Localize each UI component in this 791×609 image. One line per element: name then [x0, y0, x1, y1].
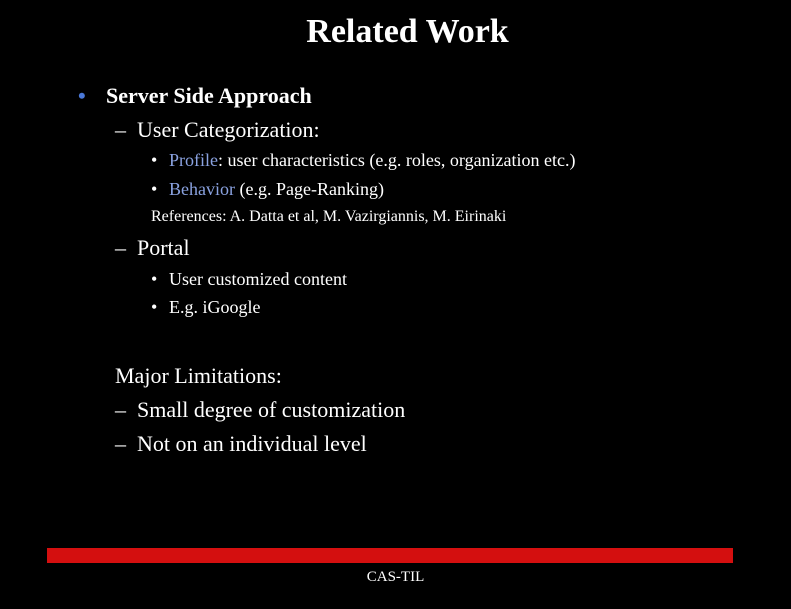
- profile-term: Profile: [169, 150, 218, 170]
- dash-icon: –: [115, 397, 126, 422]
- profile-description: : user characteristics (e.g. roles, organization etc.): [218, 150, 576, 170]
- limitation-text: Not on an individual level: [137, 431, 367, 456]
- subitem-portal: [115, 235, 190, 261]
- limitation-text: Small degree of customization: [137, 397, 406, 422]
- bullet-icon: •: [151, 150, 158, 170]
- bullet-icon: •: [78, 83, 86, 108]
- references-line: References: A. Datta et al, M. Vazirgiannis, M. Eirinaki: [151, 208, 507, 225]
- dash-icon: –: [115, 235, 126, 260]
- user-categorization-label: User Categorization:: [137, 117, 320, 142]
- dash-icon: –: [115, 431, 126, 456]
- dash-icon: –: [115, 117, 126, 142]
- subsubitem-behavior: [151, 178, 384, 200]
- subsubitem-profile: [151, 149, 576, 171]
- bullet-icon: •: [151, 179, 158, 199]
- portal-label: Portal: [137, 235, 190, 260]
- bullet-icon: •: [151, 297, 158, 317]
- subitem-user-categorization: [115, 117, 320, 143]
- limitation-item-individual-level: [115, 431, 367, 457]
- slide-title: Related Work: [306, 13, 509, 50]
- behavior-term: Behavior: [169, 179, 235, 199]
- footer-divider-bar: [47, 548, 733, 563]
- behavior-description: (e.g. Page-Ranking): [234, 179, 384, 199]
- subsubitem-igoogle: [151, 296, 261, 318]
- bullet-icon: •: [151, 269, 158, 289]
- limitations-heading: Major Limitations:: [115, 363, 282, 388]
- limitation-item-small-degree: [115, 397, 405, 423]
- footer-label: CAS-TIL: [366, 569, 425, 585]
- bullet-server-side-approach: [78, 83, 312, 109]
- server-side-heading: Server Side Approach: [106, 83, 312, 108]
- subsubitem-user-customized-content: [151, 268, 347, 290]
- portal-item-text: E.g. iGoogle: [169, 297, 261, 317]
- portal-item-text: User customized content: [169, 269, 347, 289]
